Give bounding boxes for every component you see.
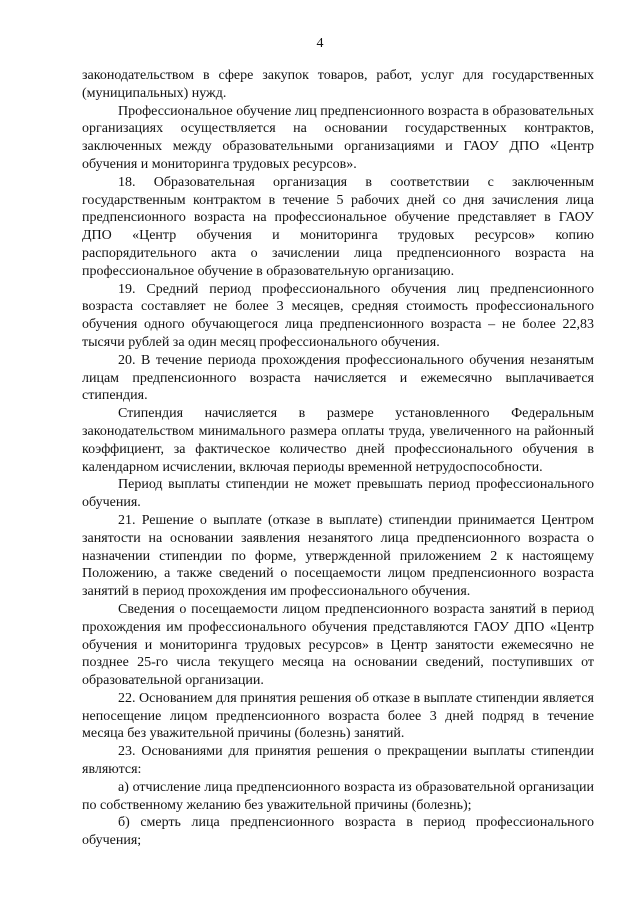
document-body (82, 67, 594, 850)
paragraph-contracts: Профессиональное обучение лиц предпенсионного возраста в образовательных организациях осуществляется на основании государственных контрактов, заключенных между образовательными организациями и ГАОУ ДПО «Центр обучения и мониторинга трудовых ресурсов». (82, 103, 594, 172)
paragraph-item-23: 23. Основаниями для принятия решения о прекращении выплаты стипендии являются: (82, 744, 594, 778)
paragraph-continuation: законодательством в сфере закупок товаров, работ, услуг для государственных (муниципальных) нужд. (82, 68, 594, 101)
paragraph-item-22: 22. Основанием для принятия решения об отказе в выплате стипендии является непосещение лицом предпенсионного возраста более 3 дней подряд в течение месяца без уважительной причины (болезнь) занятий. (82, 690, 594, 742)
paragraph-item-23-b: б) смерть лица предпенсионного возраста в период профессионального обучения; (82, 815, 594, 849)
paragraph-item-19: 19. Средний период профессионального обучения лиц предпенсионного возраста составляет не более 3 месяцев, средняя стоимость профессионального обучения одного обучающегося лица предпенсионного возраста – не более 22,83 тысячи рублей за один месяц профессионального обучения. (82, 281, 594, 350)
paragraph-item-18: 18. Образовательная организация в соответствии с заключенным государственным контрактом в течение 5 рабочих дней со дня зачисления лица предпенсионного возраста на профессиональное обучение представляет в ГАОУ ДПО «Центр обучения и мониторинга трудовых ресурсов» копию распорядительного акта о зачислении лица предпенсионного возраста на профессиональное обучение в образовательную организацию. (82, 174, 594, 279)
paragraph-item-20: 20. В течение периода прохождения профессионального обучения незанятым лицам предпенсионного возраста начисляется и ежемесячно выплачивается стипендия. (82, 352, 594, 404)
paragraph-item-21: 21. Решение о выплате (отказе в выплате) стипендии принимается Центром занятости на основании заявления незанятого лица предпенсионного возраста о назначении стипендии по форме, утвержденной приложением 2 к настоящему Положению, а также сведений о посещаемости лицом предпенсионного возраста занятий в период прохождения им профессионального обучения. (82, 512, 594, 600)
paragraph-stipend-calculation: Стипендия начисляется в размере установленного Федеральным законодательством минимального размера оплаты труда, увеличенного на районный коэффициент, за фактическое количество дней профессионального обучения в календарном исчислении, включая периоды временной нетрудоспособности. (82, 406, 594, 475)
paragraph-attendance-info: Сведения о посещаемости лицом предпенсионного возраста занятий в период прохождения им профессионального обучения представляются ГАОУ ДПО «Центр обучения и мониторинга трудовых ресурсов» в Центр занятости ежемесячно не позднее 25-го числа текущего месяца на основании сведений, поступивших от образовательной организации. (82, 601, 594, 689)
paragraph-stipend-period: Период выплаты стипендии не может превышать период профессионального обучения. (82, 477, 594, 511)
page-number: 4 (316, 36, 324, 51)
paragraph-item-23-a: а) отчисление лица предпенсионного возраста из образовательной организации по собственному желанию без уважительной причины (болезнь); (82, 779, 594, 813)
